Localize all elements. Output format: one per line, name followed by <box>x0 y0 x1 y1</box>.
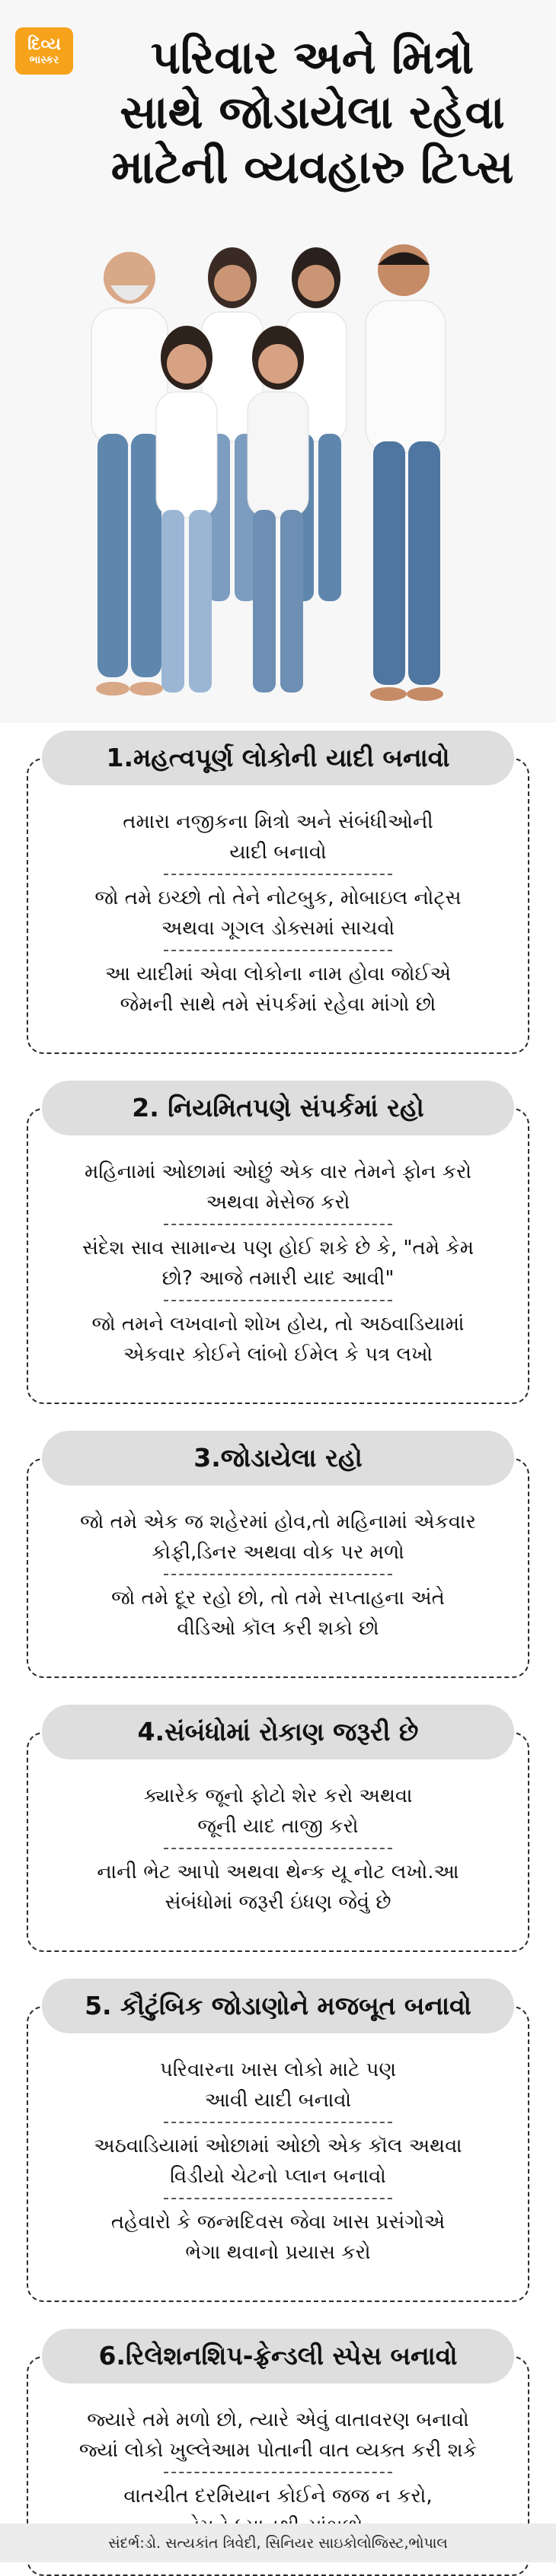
divider <box>164 2122 392 2123</box>
tip-item: વાતચીત દરમિયાન કોઈને જજ ન કરો, <box>123 2485 433 2508</box>
section-heading: 4.સંબંધોમાં રોકાણ જરૂરી છે <box>42 1705 514 1759</box>
divider <box>164 1224 392 1225</box>
source-footer: સંદર્ભ:ડો. સત્યકાંત ત્રિવેદી, સિનિયર સાઇકોલોજિસ્ટ,ભોપાલ <box>0 2523 556 2562</box>
page-title: પરિવાર અને મિત્રો સાથે જોડાયેલા રહેવા માટેની વ્યવહારુ ટિપ્સ <box>110 31 514 194</box>
family-photo <box>46 244 510 723</box>
divider <box>164 874 392 875</box>
divider <box>164 1848 392 1849</box>
divider <box>164 1300 392 1301</box>
divider <box>164 950 392 951</box>
tip-item: આ યાદીમાં એવા લોકોના નામ હોવા જોઈએ જેમની સાથે તમે સંપર્કમાં રહેવા માંગો છો <box>104 963 452 1016</box>
tip-item: જો તમે ઇચ્છો તો તેને નોટબુક, મોબાઇલ નોટ્સ અથવા ગૂગલ ડોક્સમાં સાચવો <box>94 887 462 940</box>
section-heading: 3.જોડાયેલા રહો <box>42 1431 514 1485</box>
tip-box <box>27 1732 529 1952</box>
logo-line-1: દિવ્ય <box>27 35 61 54</box>
tip-item: તમારા નજીકના મિત્રો અને સંબંધીઓની યાદી બનાવો <box>123 810 433 864</box>
tip-item: પરિવારના ખાસ લોકો માટે પણ આવી યાદી બનાવો <box>159 2059 397 2112</box>
divider <box>164 1574 392 1575</box>
logo-line-2: ભાસ્કર <box>29 54 59 66</box>
tip-item: અઠવાડિયામાં ઓછામાં ઓછો એક કૉલ અથવા વિડીયો ચેટનો પ્લાન બનાવો <box>94 2135 462 2188</box>
tip-item: તહેવારો કે જન્મદિવસ જેવા ખાસ પ્રસંગોએ ભેગા થવાનો પ્રયાસ કરો <box>110 2211 446 2264</box>
divider <box>164 2472 392 2473</box>
tip-item: સંદેશ સાવ સામાન્ય પણ હોઈ શકે છે કે, "તમે કેમ છો? આજે તમારી યાદ આવી" <box>81 1237 475 1290</box>
section-heading: 2. નિયમિતપણે સંપર્કમાં રહો <box>42 1081 514 1135</box>
tip-item: નાની ભેટ આપો અથવા થેન્ક યૂ નોટ લખો.આ સંબંધોમાં જરૂરી ઇંધણ જેવું છે <box>97 1861 459 1914</box>
tip-item: મહિનામાં ઓછામાં ઓછું એક વાર તેમને ફોન કરો અથવા મેસેજ કરો <box>85 1161 471 1214</box>
tip-item: જો તમે એક જ શહેરમાં હોવ,તો મહિનામાં એકવાર કોફી,ડિનર અથવા વોક પર મળો <box>80 1511 476 1564</box>
tip-item: જો તમે દૂર રહો છો, તો તમે સપ્તાહના અંતે વીડિઓ કૉલ કરી શકો છો <box>111 1587 445 1640</box>
father-figure <box>366 244 446 701</box>
section-heading: 6.રિલેશનશિપ-ફ્રેન્ડલી સ્પેસ બનાવો <box>42 2329 514 2383</box>
tip-item: ક્યારેક જૂનો ફોટો શેર કરો અથવા જૂની યાદ તાજી કરો <box>143 1785 413 1838</box>
section-heading: 5. કૌટુંબિક જોડાણોને મજબૂત બનાવો <box>42 1979 514 2033</box>
divider <box>164 2198 392 2199</box>
tip-item: જ્યારે તમે મળો છો, ત્યારે એવું વાતાવરણ બનાવો જ્યાં લોકો ખુલ્લેઆમ પોતાની વાત વ્યક્ત કરી શકે <box>78 2409 478 2462</box>
header <box>0 0 556 723</box>
tip-item: જો તમને લખવાનો શોખ હોય, તો અઠવાડિયામાં એકવાર કોઈને લાંબો ઈમેલ કે પત્ર લખો <box>91 1313 465 1366</box>
tip-box <box>27 1458 529 1678</box>
section-heading: 1.મહત્વપૂર્ણ લોકોની યાદી બનાવો <box>42 731 514 785</box>
brand-logo <box>15 27 73 75</box>
